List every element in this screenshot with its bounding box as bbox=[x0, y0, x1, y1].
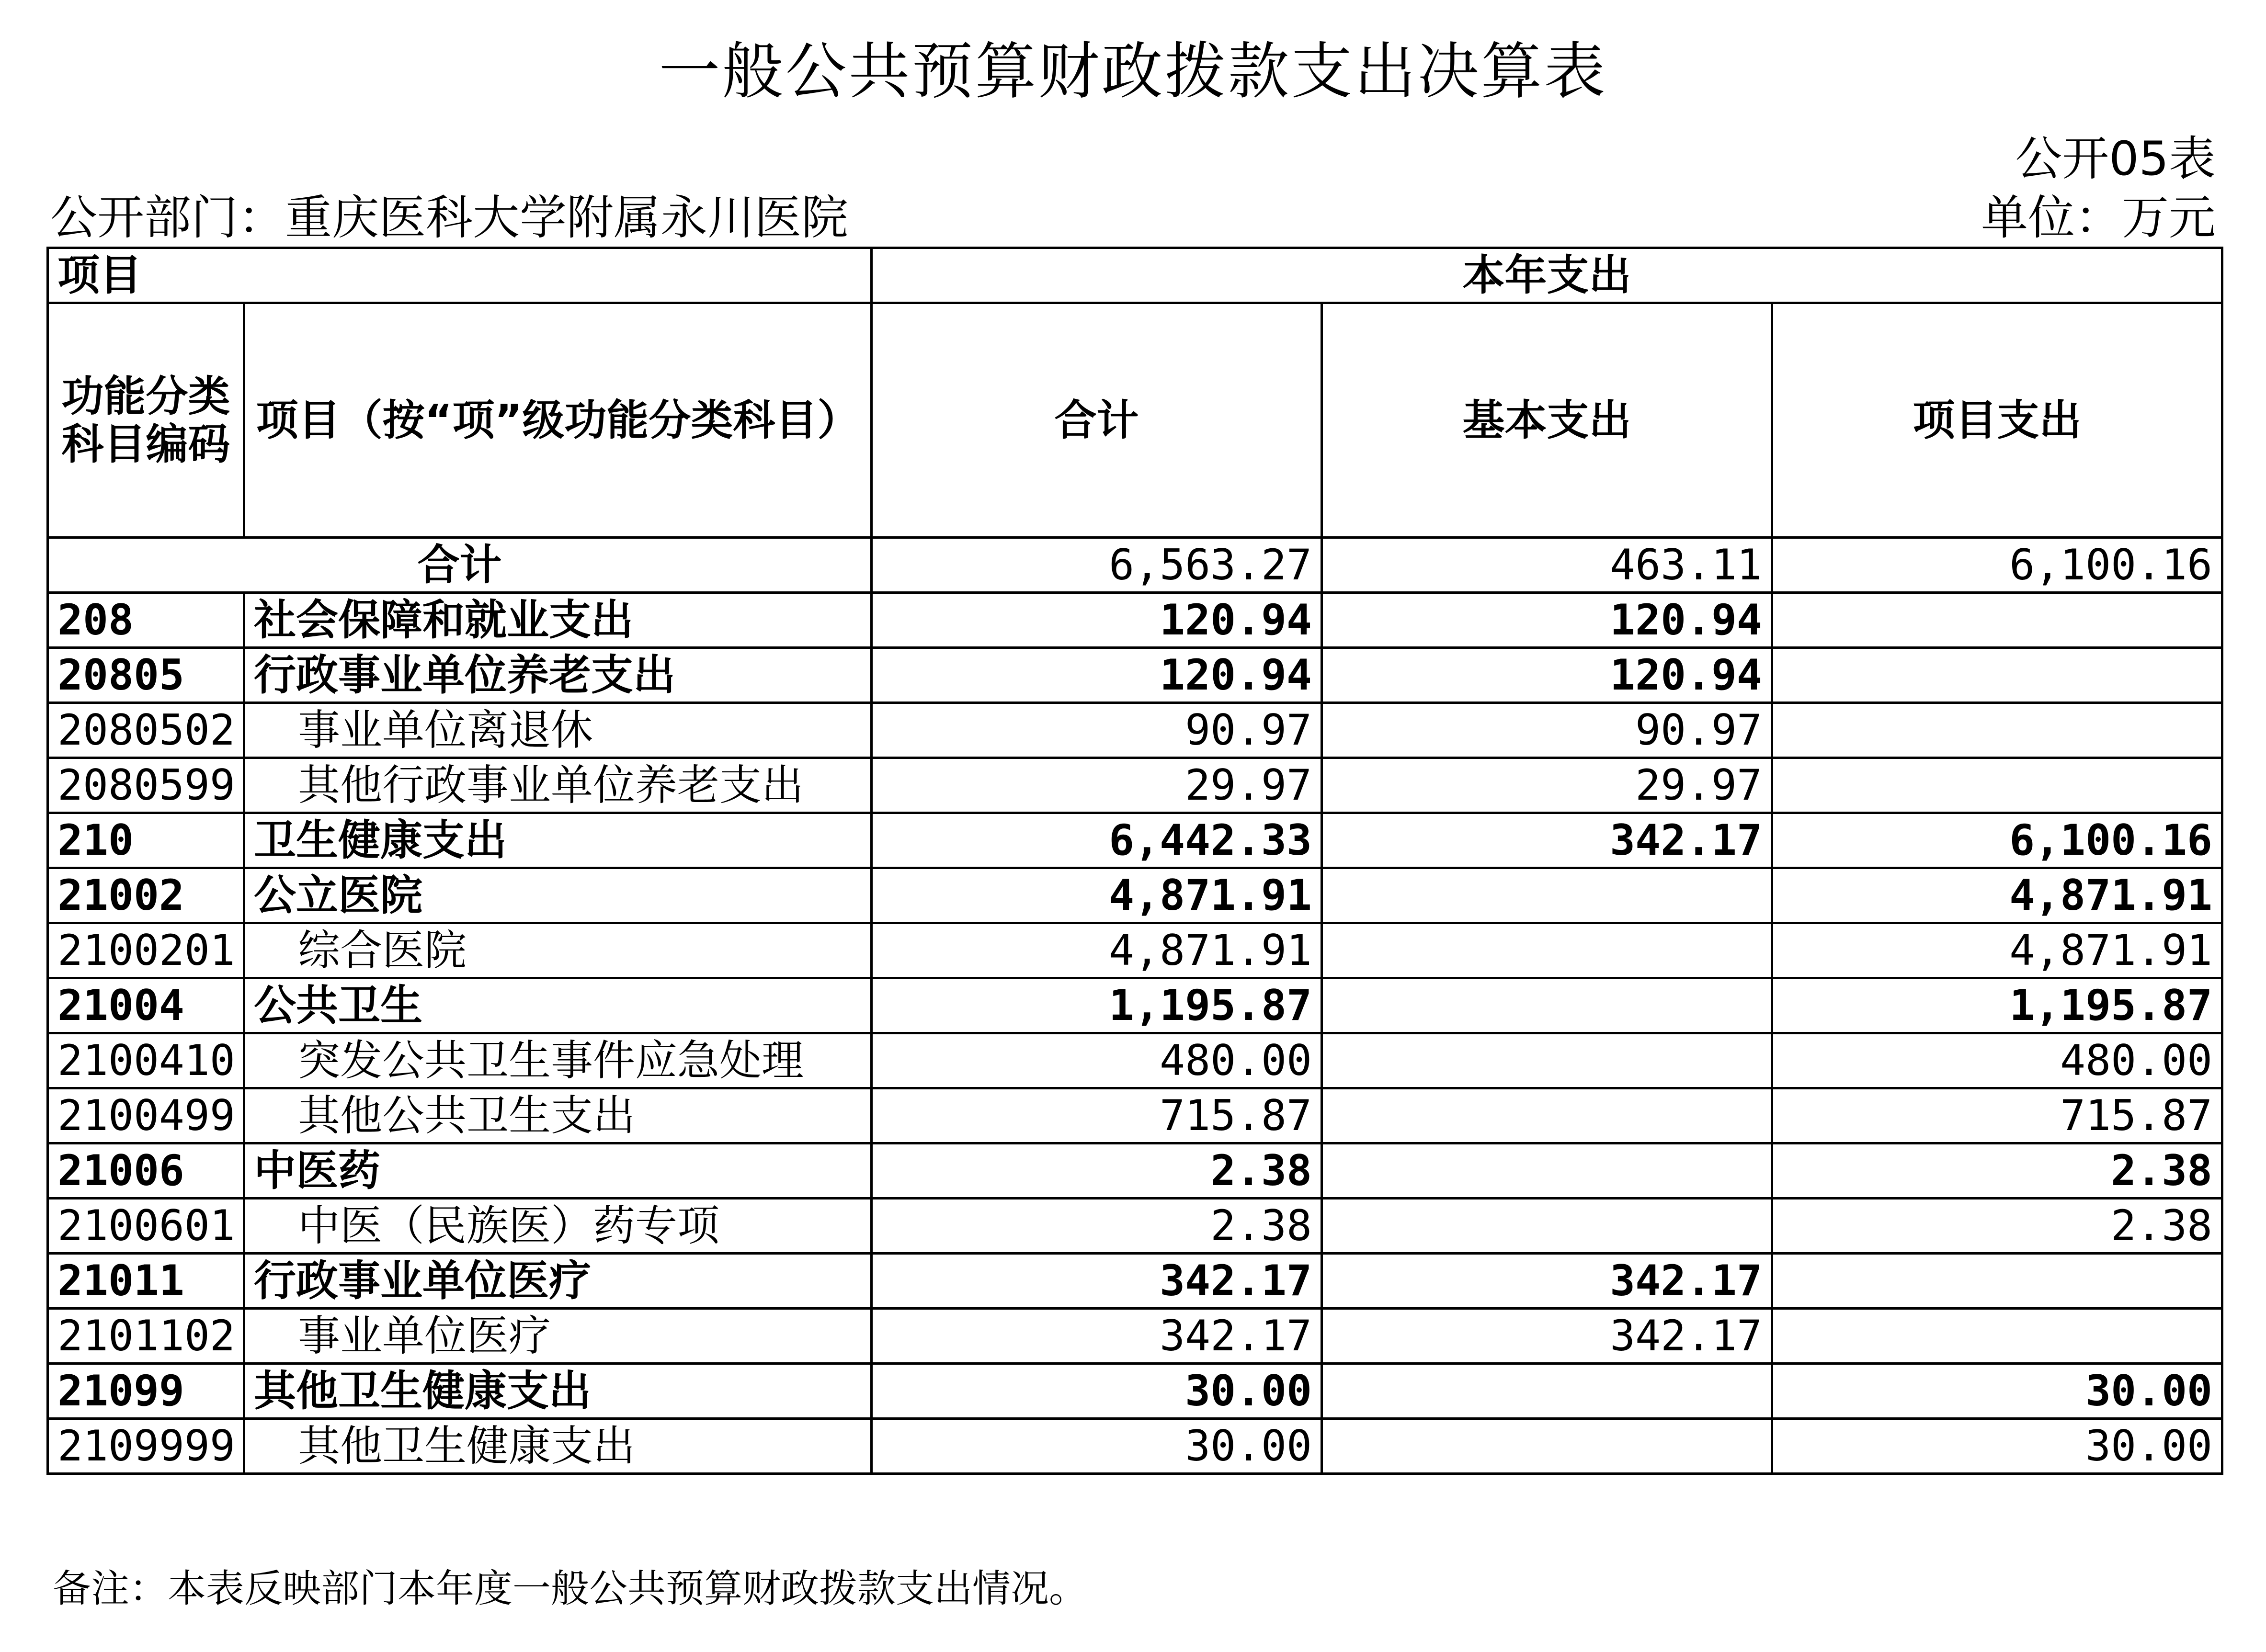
project-cell: 30.00 bbox=[1772, 1364, 2222, 1419]
basic-cell: 120.94 bbox=[1322, 593, 1772, 648]
table-row bbox=[48, 758, 2222, 813]
name-cell: 公共卫生 bbox=[244, 978, 872, 1033]
project-cell: 6,100.16 bbox=[1772, 813, 2222, 868]
total-cell: 120.94 bbox=[872, 648, 1322, 703]
code-cell: 210 bbox=[48, 813, 244, 868]
basic-cell: 463.11 bbox=[1322, 538, 1772, 593]
expenditure-table bbox=[46, 247, 2223, 1475]
table-row bbox=[48, 1309, 2222, 1364]
name-cell: 中医（民族医）药专项 bbox=[244, 1199, 872, 1254]
basic-cell bbox=[1322, 978, 1772, 1033]
form-number: 公开05表 bbox=[2015, 132, 2216, 186]
basic-cell bbox=[1322, 923, 1772, 978]
code-cell: 21099 bbox=[48, 1364, 244, 1419]
basic-cell bbox=[1322, 1088, 1772, 1143]
table-row bbox=[48, 978, 2222, 1033]
name-cell: 其他卫生健康支出 bbox=[244, 1419, 872, 1474]
basic-cell bbox=[1322, 1033, 1772, 1088]
project-cell: 30.00 bbox=[1772, 1419, 2222, 1474]
basic-cell: 342.17 bbox=[1322, 1309, 1772, 1364]
basic-cell: 342.17 bbox=[1322, 1254, 1772, 1309]
code-cell: 2100499 bbox=[48, 1088, 244, 1143]
total-cell: 90.97 bbox=[872, 703, 1322, 758]
code-cell: 2100201 bbox=[48, 923, 244, 978]
code-cell: 2100601 bbox=[48, 1199, 244, 1254]
column-header-code: 功能分类科目编码 bbox=[48, 303, 244, 538]
table-row bbox=[48, 1364, 2222, 1419]
table-row bbox=[48, 1199, 2222, 1254]
project-cell: 6,100.16 bbox=[1772, 538, 2222, 593]
unit-label: 单位：万元 bbox=[1981, 191, 2216, 245]
total-cell: 4,871.91 bbox=[872, 923, 1322, 978]
project-cell bbox=[1772, 1254, 2222, 1309]
total-cell: 715.87 bbox=[872, 1088, 1322, 1143]
name-cell: 其他行政事业单位养老支出 bbox=[244, 758, 872, 813]
code-cell: 21006 bbox=[48, 1143, 244, 1199]
code-cell: 21002 bbox=[48, 868, 244, 923]
table-row bbox=[48, 868, 2222, 923]
total-cell: 120.94 bbox=[872, 593, 1322, 648]
total-cell: 6,563.27 bbox=[872, 538, 1322, 593]
total-row bbox=[48, 538, 2222, 593]
total-cell: 2.38 bbox=[872, 1199, 1322, 1254]
column-header-total: 合计 bbox=[872, 303, 1322, 538]
project-cell bbox=[1772, 758, 2222, 813]
project-cell: 4,871.91 bbox=[1772, 868, 2222, 923]
table-row bbox=[48, 1143, 2222, 1199]
name-cell: 事业单位医疗 bbox=[244, 1309, 872, 1364]
total-cell: 30.00 bbox=[872, 1419, 1322, 1474]
project-cell bbox=[1772, 703, 2222, 758]
project-cell: 2.38 bbox=[1772, 1199, 2222, 1254]
page-title: 一般公共预算财政拨款支出决算表 bbox=[659, 36, 1607, 107]
table-row bbox=[48, 923, 2222, 978]
footnote: 备注：本表反映部门本年度一般公共预算财政拨款支出情况。 bbox=[53, 1566, 1087, 1611]
code-cell: 21011 bbox=[48, 1254, 244, 1309]
code-cell: 2100410 bbox=[48, 1033, 244, 1088]
basic-cell bbox=[1322, 1364, 1772, 1419]
header-project: 项目 bbox=[48, 248, 872, 303]
name-cell: 社会保障和就业支出 bbox=[244, 593, 872, 648]
table-row bbox=[48, 1419, 2222, 1474]
table-row bbox=[48, 1088, 2222, 1143]
code-cell: 2080599 bbox=[48, 758, 244, 813]
name-cell: 行政事业单位养老支出 bbox=[244, 648, 872, 703]
name-cell: 突发公共卫生事件应急处理 bbox=[244, 1033, 872, 1088]
table-row bbox=[48, 1254, 2222, 1309]
project-cell bbox=[1772, 593, 2222, 648]
name-cell: 公立医院 bbox=[244, 868, 872, 923]
table-row bbox=[48, 813, 2222, 868]
total-cell: 4,871.91 bbox=[872, 868, 1322, 923]
project-cell bbox=[1772, 1309, 2222, 1364]
name-cell: 其他卫生健康支出 bbox=[244, 1364, 872, 1419]
table-row bbox=[48, 593, 2222, 648]
total-cell: 342.17 bbox=[872, 1254, 1322, 1309]
basic-cell bbox=[1322, 1419, 1772, 1474]
total-cell: 1,195.87 bbox=[872, 978, 1322, 1033]
name-cell: 卫生健康支出 bbox=[244, 813, 872, 868]
basic-cell: 342.17 bbox=[1322, 813, 1772, 868]
total-cell: 30.00 bbox=[872, 1364, 1322, 1419]
total-cell: 2.38 bbox=[872, 1143, 1322, 1199]
project-cell: 1,195.87 bbox=[1772, 978, 2222, 1033]
basic-cell bbox=[1322, 1143, 1772, 1199]
department-label: 公开部门：重庆医科大学附属永川医院 bbox=[50, 191, 849, 245]
code-cell: 2080502 bbox=[48, 703, 244, 758]
column-header-basic: 基本支出 bbox=[1322, 303, 1772, 538]
name-cell: 行政事业单位医疗 bbox=[244, 1254, 872, 1309]
basic-cell bbox=[1322, 1199, 1772, 1254]
total-label: 合计 bbox=[48, 538, 872, 593]
code-cell: 20805 bbox=[48, 648, 244, 703]
total-cell: 29.97 bbox=[872, 758, 1322, 813]
total-cell: 6,442.33 bbox=[872, 813, 1322, 868]
project-cell: 2.38 bbox=[1772, 1143, 2222, 1199]
name-cell: 其他公共卫生支出 bbox=[244, 1088, 872, 1143]
basic-cell bbox=[1322, 868, 1772, 923]
code-cell: 208 bbox=[48, 593, 244, 648]
basic-cell: 120.94 bbox=[1322, 648, 1772, 703]
column-header-name: 项目（按“项”级功能分类科目） bbox=[244, 303, 872, 538]
project-cell: 715.87 bbox=[1772, 1088, 2222, 1143]
name-cell: 中医药 bbox=[244, 1143, 872, 1199]
header-current-year-expenditure: 本年支出 bbox=[872, 248, 2222, 303]
column-header-project: 项目支出 bbox=[1772, 303, 2222, 538]
project-cell bbox=[1772, 648, 2222, 703]
total-cell: 480.00 bbox=[872, 1033, 1322, 1088]
project-cell: 4,871.91 bbox=[1772, 923, 2222, 978]
project-cell: 480.00 bbox=[1772, 1033, 2222, 1088]
name-cell: 综合医院 bbox=[244, 923, 872, 978]
name-cell: 事业单位离退休 bbox=[244, 703, 872, 758]
total-cell: 342.17 bbox=[872, 1309, 1322, 1364]
code-cell: 2101102 bbox=[48, 1309, 244, 1364]
code-cell: 2109999 bbox=[48, 1419, 244, 1474]
table-row bbox=[48, 703, 2222, 758]
basic-cell: 90.97 bbox=[1322, 703, 1772, 758]
basic-cell: 29.97 bbox=[1322, 758, 1772, 813]
table-row bbox=[48, 1033, 2222, 1088]
code-cell: 21004 bbox=[48, 978, 244, 1033]
table-row bbox=[48, 648, 2222, 703]
